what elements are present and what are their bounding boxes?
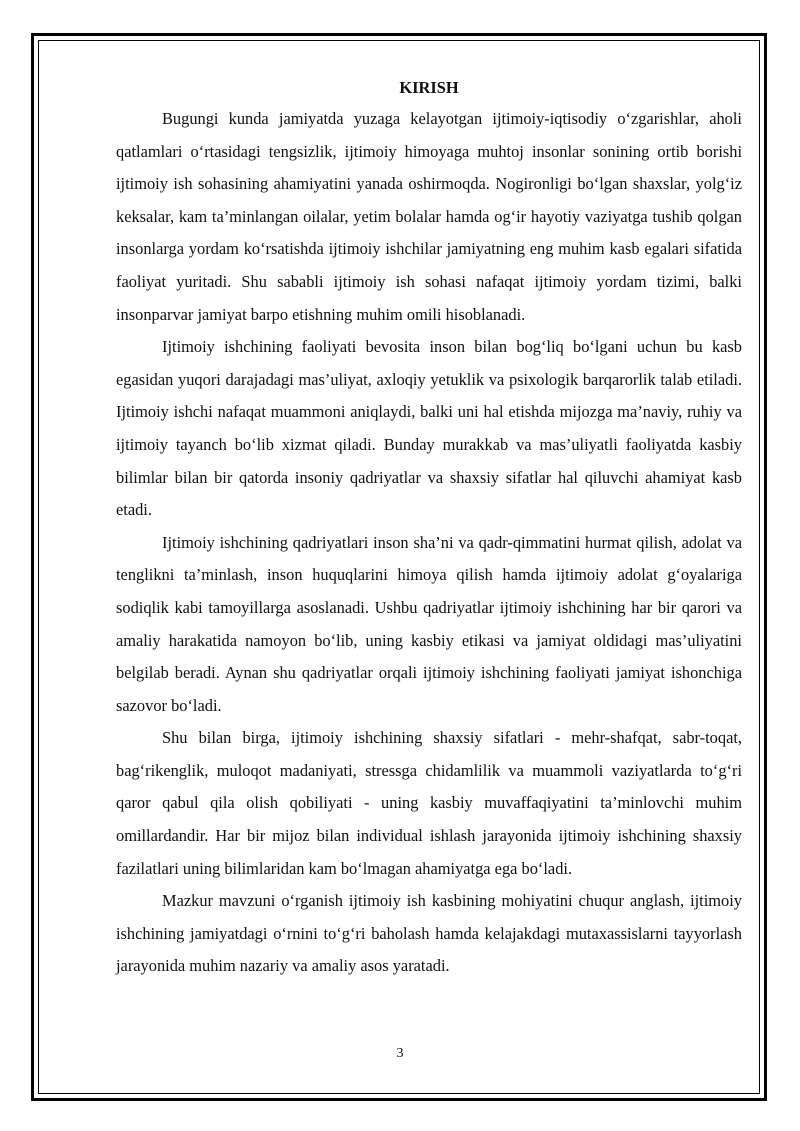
page-number: 3 (396, 1046, 404, 1061)
document-body (116, 74, 742, 983)
section-title: KIRISH (399, 78, 459, 97)
paragraph-5: Mazkur mavzuni o‘rganish ijtimoiy ish kasbining mohiyatini chuqur anglash, ijtimoiy ishchining jamiyatdagi o‘rnini to‘g‘ri baholash hamda kelajakdagi mutaxassislarni tayyorlash jarayonida muhim nazariy va amaliy asos yaratadi. (116, 891, 742, 976)
paragraph-2: Ijtimoiy ishchining faoliyati bevosita inson bilan bog‘liq bo‘lgani uchun bu kasb egasidan yuqori darajadagi mas’uliyat, axloqiy yetuklik va psixologik barqarorlik talab etiladi. Ijtimoiy ishchi nafaqat muammoni aniqlaydi, balki uni hal etishda mijozga ma’naviy, ruhiy va ijtimoiy tayanch bo‘lib xizmat qiladi. Bunday murakkab va mas’uliyatli faoliyatda kasbiy bilimlar bilan bir qatorda insoniy qadriyatlar va shaxsiy sifatlar hal qiluvchi ahamiyat kasb etadi. (116, 337, 742, 520)
paragraph-3: Ijtimoiy ishchining qadriyatlari inson sha’ni va qadr-qimmatini hurmat qilish, adolat va tenglikni ta’minlash, inson huquqlarini himoya qilish hamda ijtimoiy adolat g‘oyalariga sodiqlik kabi tamoyillarga asoslanadi. Ushbu qadriyatlar ijtimoiy ishchining har bir qarori va amaliy harakatida namoyon bo‘lib, uning kasbiy etikasi va jamiyat oldidagi mas’uliyatini belgilab beradi. Aynan shu qadriyatlar orqali ijtimoiy ishchining faoliyati jamiyat ishonchiga sazovor bo‘ladi. (116, 532, 742, 715)
paragraph-4: Shu bilan birga, ijtimoiy ishchining shaxsiy sifatlari - mehr-shafqat, sabr-toqat, bag‘rikenglik, muloqot madaniyati, stressga chidamlilik va muammoli vaziyatlarda to‘g‘ri qaror qabul qila olish qobiliyati - uning kasbiy muvaffaqiyatini ta’minlovchi muhim omillardandir. Har bir mijoz bilan individual ishlash jarayonida ijtimoiy ishchining shaxsiy fazilatlari uning bilimlaridan kam bo‘lmagan ahamiyatga ega bo‘ladi. (116, 728, 742, 878)
paragraph-1: Bugungi kunda jamiyatda yuzaga kelayotgan ijtimoiy-iqtisodiy o‘zgarishlar, aholi qatlamlari o‘rtasidagi tengsizlik, ijtimoiy himoyaga muhtoj insonlar sonining ortib borishi ijtimoiy ish sohasining ahamiyatini yanada oshirmoqda. Nogironligi bo‘lgan shaxslar, yolg‘iz keksalar, kam ta’minlangan oilalar, yetim bolalar hamda og‘ir hayotiy vaziyatga tushib qolgan insonlarga yordam ko‘rsatishda ijtimoiy ishchilar jamiyatning eng muhim kasb egalari sifatida faoliyat yuritadi. Shu sababli ijtimoiy ish sohasi nafaqat ijtimoiy yordam tizimi, balki insonparvar jamiyat barpo etishning muhim omili hisoblanadi. (116, 109, 742, 324)
